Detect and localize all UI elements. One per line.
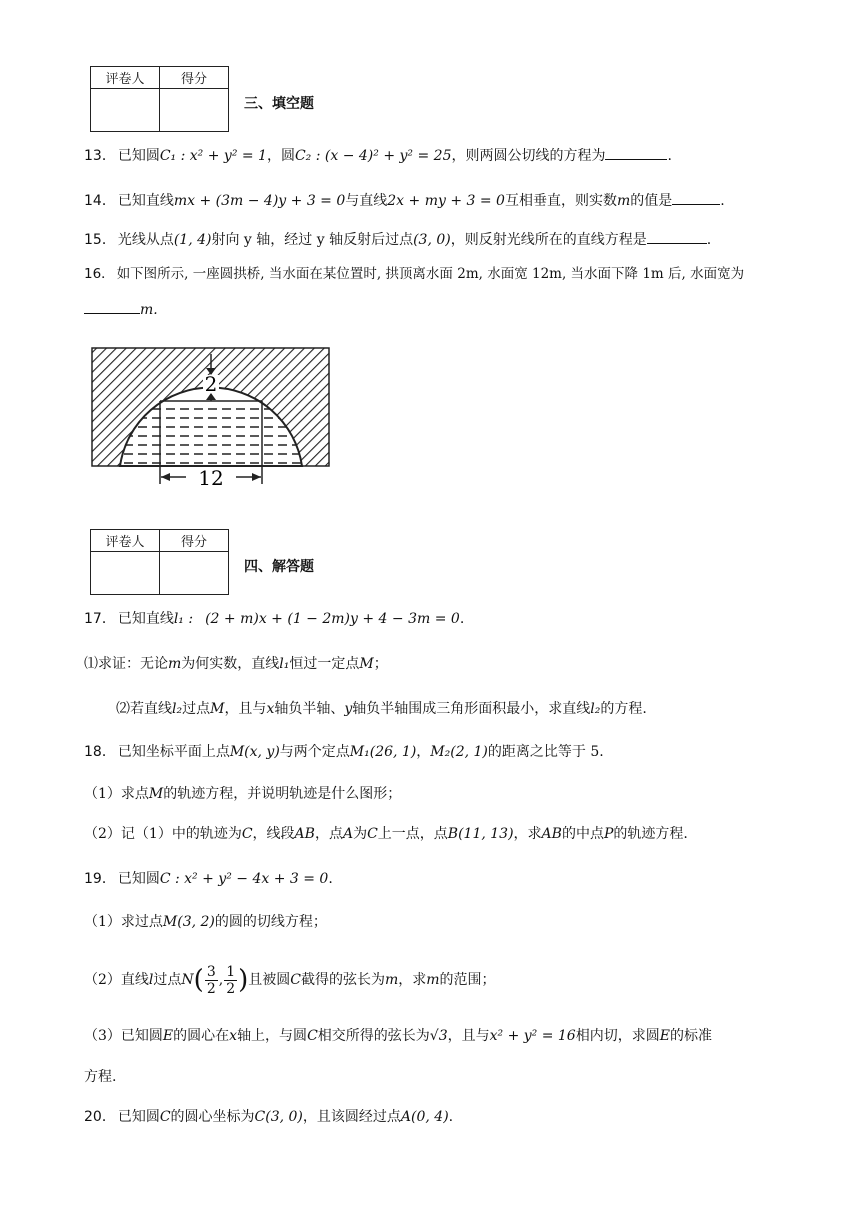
part-text: 为何实数，直线 — [181, 656, 280, 672]
formula: E — [162, 1028, 174, 1044]
formula: C — [241, 826, 253, 842]
question-text: ，则反射光线所在的直线方程是 — [450, 232, 647, 248]
question-18-part-1 — [84, 783, 401, 805]
question-text: ，则两圆公切线的方程为 — [451, 148, 606, 164]
question-text: 互相垂直，则实数 — [504, 193, 617, 209]
grader-cell — [91, 552, 160, 595]
part-text: 轴负半轴、 — [274, 701, 345, 717]
period: . — [328, 871, 333, 887]
height-label: 2 — [204, 372, 218, 396]
answer-blank[interactable] — [672, 190, 720, 205]
formula: y — [344, 701, 353, 717]
question-text: ，且该圆经过点 — [302, 1109, 401, 1125]
part-text: 相交所得的弦长为 — [317, 1028, 430, 1044]
question-20 — [84, 1106, 453, 1128]
grader-cell — [91, 89, 160, 132]
question-text: 的距离之比等于 5. — [487, 744, 604, 760]
formula: M(x, y) — [229, 744, 280, 760]
part-text: 轴上，与圆 — [237, 1028, 308, 1044]
fraction-numerator: 1 — [226, 963, 236, 980]
part-text: 过点 — [182, 701, 211, 717]
question-text: 与两个定点 — [279, 744, 350, 760]
question-text: 与直线 — [345, 193, 388, 209]
formula: l₂ — [172, 701, 183, 717]
question-19-part-3-cont — [84, 1066, 116, 1088]
part-text: 方程. — [84, 1069, 117, 1085]
question-text: 已知直线 — [117, 611, 174, 627]
formula: C₁ : x² + y² = 1 — [159, 148, 267, 164]
period: . — [459, 611, 465, 627]
score-table — [90, 529, 229, 595]
question-number: 15． — [84, 232, 116, 248]
width-arrowhead-left — [161, 473, 170, 481]
formula: x — [229, 1028, 238, 1044]
formula: l₁ — [279, 656, 290, 672]
part-text: ，点 — [314, 826, 343, 842]
formula: M₁(26, 1) — [349, 744, 417, 760]
question-text: 如下图所示, 一座圆拱桥, 当水面在某位置时, 拱顶离水面 2m, 水面宽 12m, 当水面下降 1m 后, 水面宽为 — [116, 266, 745, 282]
period: . — [720, 193, 725, 209]
formula: m — [384, 972, 399, 988]
score-cell — [160, 89, 229, 132]
part-text: ，且与 — [447, 1028, 490, 1044]
answer-blank[interactable] — [647, 229, 707, 244]
width-label: 12 — [198, 466, 224, 489]
question-number: 17． — [84, 611, 116, 627]
question-text: 已知坐标平面上点 — [117, 744, 230, 760]
formula: C — [367, 826, 378, 842]
grader-header: 评卷人 — [91, 530, 160, 552]
part-text: ，求 — [398, 972, 427, 988]
formula: C₂ : (x − 4)² + y² = 25 — [294, 148, 452, 164]
fraction — [205, 964, 218, 997]
formula: mx + (3m − 4)y + 3 = 0 — [173, 193, 346, 209]
part-text: 相内切，求圆 — [575, 1028, 660, 1044]
question-text: 已知圆 — [117, 871, 160, 887]
part-text: 过点 — [153, 972, 182, 988]
question-text: 的值是 — [630, 193, 673, 209]
formula: x — [266, 701, 275, 717]
part-text: （2）直线 — [84, 972, 149, 988]
formula: C — [307, 1028, 318, 1044]
formula: AB — [541, 826, 562, 842]
score-table-section-4 — [90, 529, 314, 595]
formula: E — [659, 1028, 670, 1044]
section-title-fill-blank: 三、填空题 — [244, 96, 314, 112]
formula: l — [148, 972, 154, 988]
part-text: （2）记（1）中的轨迹为 — [84, 826, 242, 842]
part-text: 上一点，点 — [377, 826, 448, 842]
formula: (2 + m)x + (1 − 2m)y + 4 − 3m = 0 — [205, 611, 460, 627]
question-14 — [84, 190, 725, 212]
formula: M(3, 2) — [162, 914, 215, 930]
part-text: 恒过一定点 — [289, 656, 360, 672]
question-16-line2 — [84, 299, 158, 321]
formula: A(0, 4) — [400, 1109, 449, 1125]
question-17 — [84, 608, 464, 630]
formula: √3 — [429, 1028, 448, 1044]
formula: m — [616, 193, 631, 209]
formula: C(3, 0) — [254, 1109, 303, 1125]
formula: l₂ — [590, 701, 601, 717]
fraction-denominator: 2 — [206, 980, 216, 997]
formula: m — [168, 656, 182, 672]
width-arrowhead-right — [252, 473, 261, 481]
part-text: 的圆的切线方程； — [214, 914, 327, 930]
formula: B(11, 13) — [447, 826, 514, 842]
question-number: 14． — [84, 193, 116, 209]
part-text: （1）求点 — [84, 786, 149, 802]
part-text: 的方程. — [600, 701, 647, 717]
part-text: ，求 — [513, 826, 542, 842]
grader-header: 评卷人 — [91, 67, 160, 89]
formula: (1, 4) — [173, 232, 212, 248]
part-text: 的中点 — [561, 826, 604, 842]
question-text: 已知直线 — [117, 193, 174, 209]
score-table — [90, 66, 229, 132]
period: . — [667, 148, 672, 164]
question-15 — [84, 229, 711, 251]
formula: C : x² + y² − 4x + 3 = 0 — [159, 871, 329, 887]
section-title-solve: 四、解答题 — [244, 559, 314, 575]
part-text: 的范围； — [439, 972, 496, 988]
part-text: （1）求过点 — [84, 914, 163, 930]
part-text: 轴负半轴围成三角形面积最小，求直线 — [352, 701, 591, 717]
part-text: ，线段 — [252, 826, 295, 842]
question-number: 19． — [84, 871, 116, 887]
period: . — [448, 1109, 454, 1125]
question-number: 20． — [84, 1109, 116, 1125]
answer-blank[interactable] — [605, 145, 667, 160]
score-table-section-3 — [90, 66, 314, 132]
question-17-part-2 — [116, 698, 647, 720]
fraction — [224, 964, 237, 997]
formula: AB — [294, 826, 315, 842]
part-text: 为 — [353, 826, 368, 842]
formula: m — [426, 972, 440, 988]
unit-text: m. — [140, 302, 158, 318]
part-text: ⑴求证：无论 — [84, 656, 168, 672]
comma: , — [218, 972, 224, 988]
question-13 — [84, 145, 672, 167]
paren-open: ( — [193, 965, 204, 995]
fraction-numerator: 3 — [206, 963, 216, 980]
formula: M — [148, 786, 164, 802]
part-text: 的轨迹方程，并说明轨迹是什么图形； — [163, 786, 402, 802]
question-19-part-2 — [84, 960, 496, 1000]
question-text: 射向 y 轴，经过 y 轴反射后过点 — [211, 232, 414, 248]
formula: C — [159, 1109, 171, 1125]
question-19-part-1 — [84, 911, 327, 933]
score-cell — [160, 552, 229, 595]
formula: l₁ : — [173, 611, 194, 627]
question-16 — [84, 263, 744, 285]
part-text: （3）已知圆 — [84, 1028, 163, 1044]
fraction-denominator: 2 — [226, 980, 236, 997]
part-text: 的标准 — [669, 1028, 712, 1044]
question-18 — [84, 741, 604, 763]
question-19 — [84, 868, 333, 890]
period: . — [706, 232, 712, 248]
question-text: 已知圆 — [117, 1109, 160, 1125]
part-text: ； — [373, 656, 388, 672]
question-18-part-2 — [84, 823, 688, 845]
part-text: ，且与 — [224, 701, 267, 717]
question-number: 18． — [84, 744, 116, 760]
part-text: 的轨迹方程. — [613, 826, 688, 842]
formula: P — [603, 826, 614, 842]
formula: x² + y² = 16 — [489, 1028, 576, 1044]
part-text: ⑵若直线 — [116, 701, 172, 717]
score-header: 得分 — [160, 67, 229, 89]
formula: C — [290, 972, 301, 988]
part-text: 的圆心在 — [173, 1028, 230, 1044]
paren-close: ) — [238, 965, 249, 995]
question-number: 16． — [84, 266, 115, 282]
question-text: ，圆 — [266, 148, 295, 164]
formula: M — [210, 701, 225, 717]
question-text: 光线从点 — [117, 232, 174, 248]
formula: N — [181, 972, 194, 988]
part-text: 截得的弦长为 — [300, 972, 385, 988]
formula: M — [359, 656, 374, 672]
formula: A — [342, 826, 354, 842]
arch-bridge-figure — [90, 344, 332, 489]
question-number: 13． — [84, 148, 116, 164]
score-header: 得分 — [160, 530, 229, 552]
question-text: 的圆心坐标为 — [170, 1109, 255, 1125]
formula: 2x + my + 3 = 0 — [387, 193, 505, 209]
question-17-part-1 — [84, 653, 388, 675]
formula: M₂(2, 1) — [430, 744, 488, 760]
question-text: 已知圆 — [117, 148, 160, 164]
part-text: 且被圆 — [248, 972, 291, 988]
question-19-part-3 — [84, 1025, 712, 1047]
answer-blank[interactable] — [84, 299, 140, 314]
formula: (3, 0) — [413, 232, 451, 248]
question-text: ， — [416, 744, 431, 760]
